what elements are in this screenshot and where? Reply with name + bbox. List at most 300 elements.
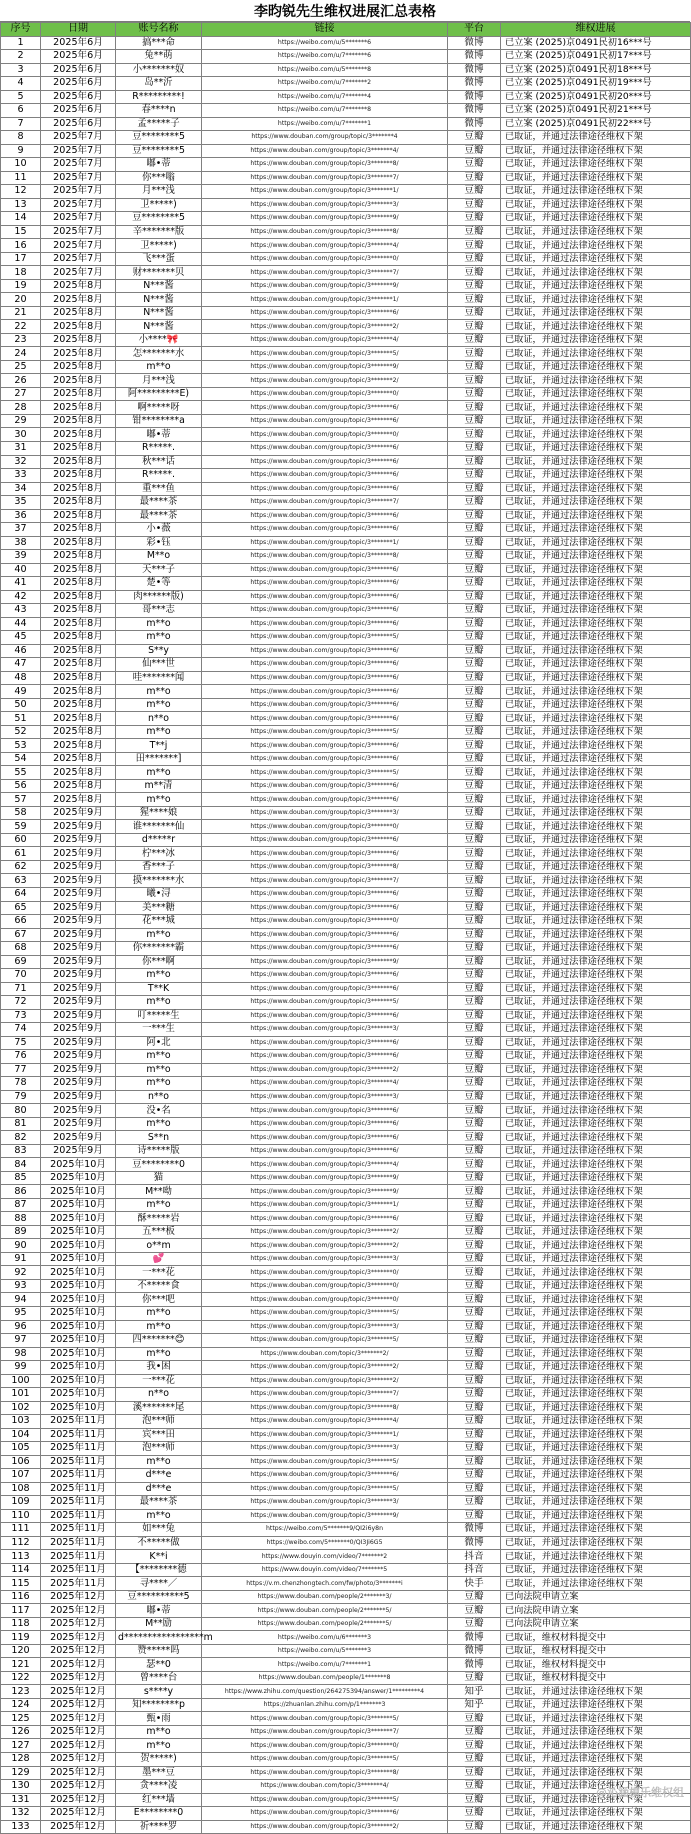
cell-link[interactable]: https://www.douban.com/group/topic/3*******8/: [202, 225, 448, 239]
cell-link[interactable]: https://www.douban.com/group/topic/3*******6/: [202, 401, 448, 415]
cell-link[interactable]: https://www.douban.com/group/topic/3*******0/: [202, 252, 448, 266]
cell-link[interactable]: https://www.douban.com/people/2*******5/: [202, 1604, 448, 1618]
cell-platform: 微博: [448, 90, 501, 104]
cell-platform: 豆瓣: [448, 387, 501, 401]
cell-link[interactable]: https://www.douban.com/group/topic/3*******0/: [202, 1739, 448, 1753]
cell-link[interactable]: https://www.douban.com/group/topic/3*******5/: [202, 1753, 448, 1767]
cell-platform: 豆瓣: [448, 928, 501, 942]
cell-index: 5: [1, 90, 41, 104]
cell-link[interactable]: https://www.douban.com/group/topic/3*******8/: [202, 1766, 448, 1780]
cell-link[interactable]: https://www.douban.com/group/topic/3*******8/: [202, 550, 448, 564]
cell-account: m**o: [116, 360, 202, 374]
table-row: [1, 942, 691, 956]
cell-progress: 已向法院申请立案: [501, 1617, 691, 1631]
cell-platform: 豆瓣: [448, 1144, 501, 1158]
cell-link[interactable]: https://www.douban.com/group/topic/3*******6/: [202, 1469, 448, 1483]
cell-platform: 豆瓣: [448, 631, 501, 645]
cell-progress: 已取证，并通过法律途径维权下架: [501, 496, 691, 510]
cell-link[interactable]: https://www.douban.com/group/topic/3*******3/: [202, 1090, 448, 1104]
cell-link[interactable]: https://www.douban.com/topic/3*******2/: [202, 1347, 448, 1361]
cell-link[interactable]: https://www.douban.com/group/topic/3*******4/: [202, 1077, 448, 1091]
cell-link[interactable]: https://www.douban.com/group/topic/3*******9/: [202, 1185, 448, 1199]
cell-link[interactable]: https://www.douban.com/group/topic/3*******2/: [202, 1820, 448, 1834]
cell-index: 106: [1, 1455, 41, 1469]
cell-link[interactable]: https://www.douban.com/group/topic/3*******6/: [202, 739, 448, 753]
cell-link[interactable]: https://www.douban.com/group/topic/3*******6/: [202, 1807, 448, 1821]
cell-link[interactable]: https://www.douban.com/group/topic/3*******6/: [202, 685, 448, 699]
cell-link[interactable]: https://www.douban.com/group/topic/3*******2/: [202, 320, 448, 334]
cell-link[interactable]: https://www.douban.com/group/topic/3*******9/: [202, 212, 448, 226]
cell-link[interactable]: https://weibo.com/5*******9/QI2i6y8n: [202, 1523, 448, 1537]
cell-link[interactable]: https://www.douban.com/group/topic/3*******6/: [202, 523, 448, 537]
table-row: [1, 1212, 691, 1226]
cell-date: 2025年7月: [41, 239, 116, 253]
cell-link[interactable]: https://www.douban.com/group/topic/3*******9/: [202, 360, 448, 374]
cell-index: 129: [1, 1766, 41, 1780]
cell-link[interactable]: https://www.douban.com/group/topic/3*******6/: [202, 833, 448, 847]
cell-link[interactable]: https://www.douban.com/group/topic/3*******7/: [202, 1388, 448, 1402]
cell-link[interactable]: https://www.douban.com/group/topic/3*******0/: [202, 1266, 448, 1280]
cell-link[interactable]: https://www.douban.com/group/topic/3*******6/: [202, 658, 448, 672]
cell-date: 2025年8月: [41, 793, 116, 807]
cell-link[interactable]: https://www.douban.com/group/topic/3*******6/: [202, 712, 448, 726]
cell-progress: 已取证，并通过法律途径维权下架: [501, 1023, 691, 1037]
cell-link[interactable]: https://www.douban.com/group/topic/3*******6/: [202, 942, 448, 956]
cell-date: 2025年12月: [41, 1644, 116, 1658]
cell-platform: 豆瓣: [448, 671, 501, 685]
cell-link[interactable]: https://www.douban.com/people/1*******8: [202, 1671, 448, 1685]
cell-link[interactable]: https://www.douban.com/group/topic/3*******1/: [202, 1428, 448, 1442]
cell-platform: 豆瓣: [448, 225, 501, 239]
cell-link[interactable]: https://www.douban.com/group/topic/3*******3/: [202, 1252, 448, 1266]
cell-progress: 已取证，并通过法律途径维权下架: [501, 604, 691, 618]
cell-progress: 已取证，并通过法律途径维权下架: [501, 888, 691, 902]
cell-link[interactable]: https://www.douban.com/group/topic/3*******7/: [202, 874, 448, 888]
cell-platform: 豆瓣: [448, 306, 501, 320]
cell-account: 贺*****): [116, 1753, 202, 1767]
cell-link[interactable]: https://www.douyin.com/video/7*******2: [202, 1550, 448, 1564]
cell-progress: 已取证，并通过法律途径维权下架: [501, 293, 691, 307]
cell-platform: 微博: [448, 1536, 501, 1550]
cell-link[interactable]: https://www.douban.com/group/topic/3*******6/: [202, 928, 448, 942]
cell-platform: 豆瓣: [448, 347, 501, 361]
cell-progress: 已取证，并通过法律途径维权下架: [501, 131, 691, 145]
cell-link[interactable]: https://www.douban.com/group/topic/3*******6/: [202, 604, 448, 618]
cell-account: 小*******奴: [116, 63, 202, 77]
cell-link[interactable]: https://www.douban.com/group/topic/3*******2/: [202, 1239, 448, 1253]
cell-link[interactable]: https://www.douban.com/group/topic/3*******6/: [202, 414, 448, 428]
cell-account: s****y: [116, 1685, 202, 1699]
cell-index: 2: [1, 50, 41, 64]
cell-link[interactable]: https://www.douban.com/group/topic/3*******5/: [202, 1306, 448, 1320]
cell-date: 2025年6月: [41, 117, 116, 131]
cell-date: 2025年8月: [41, 469, 116, 483]
cell-date: 2025年8月: [41, 617, 116, 631]
cell-date: 2025年11月: [41, 1482, 116, 1496]
cell-progress: 已取证，并通过法律途径维权下架: [501, 1198, 691, 1212]
cell-link[interactable]: https://www.douban.com/group/topic/3*******5/: [202, 1482, 448, 1496]
cell-link[interactable]: https://www.douban.com/group/topic/3*******5/: [202, 1712, 448, 1726]
cell-link[interactable]: https://weibo.com/u/7*******2: [202, 77, 448, 91]
cell-link[interactable]: https://www.douban.com/people/2*******3/: [202, 1590, 448, 1604]
cell-progress: 已立案 (2025)京0491民初21***号: [501, 104, 691, 118]
cell-index: 117: [1, 1604, 41, 1618]
table-row: [1, 401, 691, 415]
cell-link[interactable]: https://www.douban.com/group/topic/3*******6/: [202, 469, 448, 483]
cell-link[interactable]: https://www.douban.com/group/topic/3*******6/: [202, 982, 448, 996]
cell-platform: 豆瓣: [448, 171, 501, 185]
cell-link[interactable]: https://weibo.com/u/7*******6: [202, 50, 448, 64]
cell-link[interactable]: https://www.douban.com/group/topic/3*******6/: [202, 698, 448, 712]
cell-progress: 已取证，并通过法律途径维权下架: [501, 577, 691, 591]
header-row: [1, 23, 691, 37]
cell-link[interactable]: https://www.douban.com/group/topic/3*******7/: [202, 266, 448, 280]
cell-account: 豆********5: [116, 212, 202, 226]
cell-link[interactable]: https://www.douban.com/group/topic/3*******7/: [202, 1725, 448, 1739]
cell-link[interactable]: https://www.douban.com/group/topic/3*******6/: [202, 1144, 448, 1158]
table-row: [1, 915, 691, 929]
cell-index: 19: [1, 279, 41, 293]
cell-platform: 豆瓣: [448, 1225, 501, 1239]
cell-date: 2025年11月: [41, 1550, 116, 1564]
cell-platform: 豆瓣: [448, 793, 501, 807]
cell-link[interactable]: https://www.douban.com/people/2*******5/: [202, 1617, 448, 1631]
cell-progress: 已取证，并通过法律途径维权下架: [501, 1563, 691, 1577]
cell-progress: 已取证，并通过法律途径维权下架: [501, 225, 691, 239]
cell-link[interactable]: https://www.douban.com/group/topic/3*******3/: [202, 1442, 448, 1456]
cell-link[interactable]: https://www.douban.com/group/topic/3*******2/: [202, 1361, 448, 1375]
header-date: 日期: [41, 23, 116, 37]
cell-index: 58: [1, 806, 41, 820]
cell-account: 春****n: [116, 104, 202, 118]
cell-account: 阿*********E): [116, 387, 202, 401]
cell-link[interactable]: https://weibo.com/u/7*******8: [202, 104, 448, 118]
cell-index: 119: [1, 1631, 41, 1645]
cell-date: 2025年11月: [41, 1415, 116, 1429]
cell-link[interactable]: https://www.douban.com/group/topic/3*******4/: [202, 1158, 448, 1172]
cell-link[interactable]: https://www.douban.com/group/topic/3*******0/: [202, 1293, 448, 1307]
table-row: [1, 482, 691, 496]
cell-link[interactable]: https://www.douban.com/group/topic/3*******7/: [202, 496, 448, 510]
cell-link[interactable]: https://www.douban.com/group/topic/3*******3/: [202, 198, 448, 212]
table-row: [1, 77, 691, 91]
cell-link[interactable]: https://www.douban.com/group/topic/3*******6/: [202, 577, 448, 591]
cell-link[interactable]: https://www.douban.com/group/topic/3*******5/: [202, 1334, 448, 1348]
cell-link[interactable]: https://www.douban.com/group/topic/3*******6/: [202, 441, 448, 455]
cell-link[interactable]: https://weibo.com/u/5*******6: [202, 36, 448, 50]
cell-link[interactable]: https://www.douban.com/group/topic/3*******5/: [202, 725, 448, 739]
cell-link[interactable]: https://weibo.com/u/5*******3: [202, 1644, 448, 1658]
cell-progress: 已取证，并通过法律途径维权下架: [501, 1077, 691, 1091]
cell-link[interactable]: https://www.douban.com/group/topic/3*******6/: [202, 1104, 448, 1118]
cell-link[interactable]: https://www.douban.com/group/topic/3*******4/: [202, 144, 448, 158]
cell-link[interactable]: https://www.douban.com/group/topic/3*******3/: [202, 1496, 448, 1510]
cell-platform: 豆瓣: [448, 131, 501, 145]
cell-account: 泡***师: [116, 1442, 202, 1456]
cell-platform: 豆瓣: [448, 496, 501, 510]
cell-index: 32: [1, 455, 41, 469]
cell-account: m**o: [116, 1455, 202, 1469]
cell-link[interactable]: https://www.douban.com/group/topic/3*******6/: [202, 888, 448, 902]
cell-link[interactable]: https://www.douban.com/group/topic/3*******5/: [202, 766, 448, 780]
cell-index: 113: [1, 1550, 41, 1564]
cell-index: 79: [1, 1090, 41, 1104]
cell-platform: 豆瓣: [448, 1401, 501, 1415]
cell-link[interactable]: https://www.douban.com/group/topic/3*******0/: [202, 387, 448, 401]
cell-link[interactable]: https://weibo.com/u/7*******4: [202, 90, 448, 104]
cell-link[interactable]: https://www.douban.com/group/topic/3*******0/: [202, 1279, 448, 1293]
cell-progress: 已取证，并通过法律途径维权下架: [501, 1239, 691, 1253]
cell-date: 2025年11月: [41, 1455, 116, 1469]
cell-link[interactable]: https://zhuanlan.zhihu.com/p/1*******3: [202, 1698, 448, 1712]
cell-date: 2025年9月: [41, 1063, 116, 1077]
cell-platform: 豆瓣: [448, 1590, 501, 1604]
cell-index: 120: [1, 1644, 41, 1658]
cell-platform: 豆瓣: [448, 1780, 501, 1794]
cell-progress: 已取证，并通过法律途径维权下架: [501, 1415, 691, 1429]
cell-account: 你*******霸: [116, 942, 202, 956]
cell-link[interactable]: https://www.douban.com/group/topic/3*******3/: [202, 1023, 448, 1037]
cell-link[interactable]: https://www.douban.com/group/topic/3*******0/: [202, 820, 448, 834]
cell-link[interactable]: https://www.douban.com/group/topic/3*******2/: [202, 374, 448, 388]
cell-date: 2025年8月: [41, 428, 116, 442]
table-row: [1, 860, 691, 874]
cell-link[interactable]: https://www.douban.com/group/topic/3*******6/: [202, 847, 448, 861]
cell-account: 曾****台: [116, 1671, 202, 1685]
cell-account: m**o: [116, 1739, 202, 1753]
table-row: [1, 1509, 691, 1523]
cell-account: 岛**沂: [116, 77, 202, 91]
cell-link[interactable]: https://v.m.chenzhongtech.com/fw/photo/3*******i: [202, 1577, 448, 1591]
cell-link[interactable]: https://www.douban.com/group/topic/3*******4/: [202, 333, 448, 347]
cell-date: 2025年8月: [41, 333, 116, 347]
cell-platform: 豆瓣: [448, 1428, 501, 1442]
cell-account: 四*******😊: [116, 1334, 202, 1348]
cell-index: 75: [1, 1036, 41, 1050]
cell-progress: 已立案 (2025)京0491民初17***号: [501, 50, 691, 64]
cell-link[interactable]: https://www.douban.com/group/topic/3*******6/: [202, 644, 448, 658]
cell-link[interactable]: https://weibo.com/5*******0/QI3Ji6G5: [202, 1536, 448, 1550]
cell-index: 110: [1, 1509, 41, 1523]
cell-index: 4: [1, 77, 41, 91]
cell-index: 99: [1, 1361, 41, 1375]
cell-account: 豆********5: [116, 144, 202, 158]
cell-index: 88: [1, 1212, 41, 1226]
table-row: [1, 1306, 691, 1320]
cell-date: 2025年7月: [41, 131, 116, 145]
cell-link[interactable]: https://www.douban.com/group/topic/3*******4/: [202, 1415, 448, 1429]
cell-index: 69: [1, 955, 41, 969]
cell-link[interactable]: https://www.douban.com/group/topic/3*******1/: [202, 293, 448, 307]
cell-date: 2025年9月: [41, 833, 116, 847]
cell-progress: 已取证，并通过法律途径维权下架: [501, 306, 691, 320]
cell-account: m**o: [116, 685, 202, 699]
cell-link[interactable]: https://www.douban.com/group/topic/3*******5/: [202, 631, 448, 645]
cell-link[interactable]: https://www.douban.com/group/topic/3*******9/: [202, 279, 448, 293]
cell-link[interactable]: https://www.douban.com/group/topic/3*******5/: [202, 347, 448, 361]
cell-account: 卫*****): [116, 198, 202, 212]
cell-account: 美***糖: [116, 901, 202, 915]
cell-index: 39: [1, 550, 41, 564]
cell-date: 2025年9月: [41, 942, 116, 956]
cell-link[interactable]: https://www.douban.com/group/topic/3*******8/: [202, 1401, 448, 1415]
cell-link[interactable]: https://www.douban.com/group/topic/3*******2/: [202, 1225, 448, 1239]
cell-link[interactable]: https://www.douban.com/group/topic/3*******6/: [202, 1050, 448, 1064]
cell-link[interactable]: https://www.douban.com/group/topic/3*******2/: [202, 1374, 448, 1388]
cell-progress: 已取证，并通过法律途径维权下架: [501, 536, 691, 550]
cell-link[interactable]: https://www.douban.com/group/topic/3*******1/: [202, 536, 448, 550]
cell-link[interactable]: https://www.douban.com/group/topic/3*******9/: [202, 1509, 448, 1523]
table-row: [1, 1077, 691, 1091]
cell-link[interactable]: https://www.douyin.com/video/7*******5: [202, 1563, 448, 1577]
cell-index: 47: [1, 658, 41, 672]
cell-link[interactable]: https://www.douban.com/group/topic/3*******6/: [202, 1009, 448, 1023]
cell-link[interactable]: https://www.douban.com/group/topic/3*******6/: [202, 563, 448, 577]
cell-link[interactable]: https://www.douban.com/group/topic/3*******6/: [202, 1212, 448, 1226]
cell-link[interactable]: https://weibo.com/u/6*******3: [202, 1631, 448, 1645]
cell-account: m**o: [116, 1509, 202, 1523]
cell-progress: 已取证，并通过法律途径维权下架: [501, 1334, 691, 1348]
cell-platform: 豆瓣: [448, 1036, 501, 1050]
cell-link[interactable]: https://weibo.com/u/7*******1: [202, 1658, 448, 1672]
cell-date: 2025年8月: [41, 455, 116, 469]
cell-link[interactable]: https://www.douban.com/group/topic/3*******6/: [202, 779, 448, 793]
cell-platform: 豆瓣: [448, 185, 501, 199]
cell-date: 2025年8月: [41, 306, 116, 320]
cell-link[interactable]: https://www.douban.com/group/topic/3*******5/: [202, 1455, 448, 1469]
cell-link[interactable]: https://www.douban.com/group/topic/3*******6/: [202, 590, 448, 604]
cell-account: 楚•等: [116, 577, 202, 591]
cell-account: d*****r: [116, 833, 202, 847]
cell-progress: 已取证，并通过法律途径维权下架: [501, 1739, 691, 1753]
cell-platform: 豆瓣: [448, 1023, 501, 1037]
cell-date: 2025年12月: [41, 1617, 116, 1631]
cell-link[interactable]: https://www.douban.com/group/topic/3*******3/: [202, 806, 448, 820]
cell-link[interactable]: https://www.douban.com/group/topic/3*******2/: [202, 1063, 448, 1077]
cell-progress: 已取证，并通过法律途径维权下架: [501, 1131, 691, 1145]
cell-platform: 豆瓣: [448, 563, 501, 577]
cell-index: 31: [1, 441, 41, 455]
cell-account: 哇*******闻: [116, 671, 202, 685]
cell-date: 2025年10月: [41, 1361, 116, 1375]
cell-platform: 豆瓣: [448, 806, 501, 820]
table-row: [1, 1631, 691, 1645]
cell-platform: 豆瓣: [448, 604, 501, 618]
cell-link[interactable]: https://www.douban.com/group/topic/3*******6/: [202, 509, 448, 523]
cell-link[interactable]: https://www.douban.com/group/topic/3*******6/: [202, 455, 448, 469]
cell-index: 7: [1, 117, 41, 131]
table-row: [1, 1658, 691, 1672]
cell-link[interactable]: https://www.douban.com/group/topic/3*******0/: [202, 428, 448, 442]
cell-account: 嘟•蒂: [116, 1604, 202, 1618]
header-index: 序号: [1, 23, 41, 37]
cell-date: 2025年9月: [41, 969, 116, 983]
cell-link[interactable]: https://www.douban.com/group/topic/3*******6/: [202, 1036, 448, 1050]
cell-link[interactable]: https://www.douban.com/group/topic/3*******6/: [202, 1131, 448, 1145]
cell-progress: 已取证，并通过法律途径维权下架: [501, 996, 691, 1010]
cell-progress: 已取证，并通过法律途径维权下架: [501, 1320, 691, 1334]
cell-date: 2025年12月: [41, 1631, 116, 1645]
cell-date: 2025年10月: [41, 1212, 116, 1226]
cell-link[interactable]: https://www.douban.com/group/topic/3*******6/: [202, 752, 448, 766]
cell-link[interactable]: https://www.zhihu.com/question/264275394/answer/1*********4: [202, 1685, 448, 1699]
cell-link[interactable]: https://www.douban.com/group/topic/3*******4/: [202, 239, 448, 253]
cell-date: 2025年7月: [41, 144, 116, 158]
cell-date: 2025年9月: [41, 901, 116, 915]
cell-date: 2025年12月: [41, 1698, 116, 1712]
cell-index: 62: [1, 860, 41, 874]
cell-link[interactable]: https://www.douban.com/group/topic/3*******9/: [202, 955, 448, 969]
cell-index: 22: [1, 320, 41, 334]
cell-link[interactable]: https://weibo.com/u/7*******1: [202, 117, 448, 131]
cell-progress: 已取证，并通过法律途径维权下架: [501, 1793, 691, 1807]
cell-account: M**励: [116, 1617, 202, 1631]
cell-index: 107: [1, 1469, 41, 1483]
cell-date: 2025年8月: [41, 644, 116, 658]
cell-progress: 已取证，并通过法律途径维权下架: [501, 942, 691, 956]
cell-account: 哥***志: [116, 604, 202, 618]
cell-link[interactable]: https://www.douban.com/group/topic/3*******5/: [202, 996, 448, 1010]
cell-link[interactable]: https://www.douban.com/group/topic/3*******4: [202, 131, 448, 145]
cell-date: 2025年7月: [41, 171, 116, 185]
cell-link[interactable]: https://www.douban.com/group/topic/3*******8/: [202, 860, 448, 874]
cell-progress: 已取证，并通过法律途径维权下架: [501, 847, 691, 861]
cell-index: 64: [1, 888, 41, 902]
cell-link[interactable]: https://www.douban.com/group/topic/3*******8/: [202, 158, 448, 172]
cell-link[interactable]: https://www.douban.com/group/topic/3*******9/: [202, 1171, 448, 1185]
cell-link[interactable]: https://www.douban.com/group/topic/3*******6/: [202, 1117, 448, 1131]
cell-link[interactable]: https://www.douban.com/group/topic/3*******6/: [202, 306, 448, 320]
cell-account: 卫*****): [116, 239, 202, 253]
cell-platform: 豆瓣: [448, 1820, 501, 1834]
cell-link[interactable]: https://www.douban.com/group/topic/3*******0/: [202, 915, 448, 929]
cell-account: 辛*******版: [116, 225, 202, 239]
cell-link[interactable]: https://www.douban.com/topic/3*******4/: [202, 1780, 448, 1794]
cell-link[interactable]: https://www.douban.com/group/topic/3*******1/: [202, 185, 448, 199]
table-row: [1, 779, 691, 793]
table-row: [1, 63, 691, 77]
cell-link[interactable]: https://www.douban.com/group/topic/3*******5/: [202, 1793, 448, 1807]
cell-link[interactable]: https://www.douban.com/group/topic/3*******6/: [202, 671, 448, 685]
cell-link[interactable]: https://www.douban.com/group/topic/3*******7/: [202, 171, 448, 185]
cell-account: d***e: [116, 1482, 202, 1496]
cell-link[interactable]: https://weibo.com/u/5*******8: [202, 63, 448, 77]
cell-progress: 已取证，并通过法律途径维权下架: [501, 982, 691, 996]
cell-account: 怎*******水: [116, 347, 202, 361]
cell-progress: 已向法院申请立案: [501, 1590, 691, 1604]
cell-platform: 豆瓣: [448, 333, 501, 347]
cell-link[interactable]: https://www.douban.com/group/topic/3*******6/: [202, 617, 448, 631]
cell-link[interactable]: https://www.douban.com/group/topic/3*******6/: [202, 969, 448, 983]
cell-account: 阿•北: [116, 1036, 202, 1050]
cell-index: 76: [1, 1050, 41, 1064]
cell-platform: 豆瓣: [448, 942, 501, 956]
cell-link[interactable]: https://www.douban.com/group/topic/3*******3/: [202, 1320, 448, 1334]
cell-link[interactable]: https://www.douban.com/group/topic/3*******6/: [202, 482, 448, 496]
cell-link[interactable]: https://www.douban.com/group/topic/3*******1/: [202, 1198, 448, 1212]
cell-index: 33: [1, 469, 41, 483]
cell-progress: 已向法院申请立案: [501, 1604, 691, 1618]
cell-date: 2025年8月: [41, 725, 116, 739]
table-row: [1, 347, 691, 361]
cell-link[interactable]: https://www.douban.com/group/topic/3*******6/: [202, 901, 448, 915]
cell-platform: 豆瓣: [448, 1442, 501, 1456]
table-row: [1, 1563, 691, 1577]
cell-link[interactable]: https://www.douban.com/group/topic/3*******6/: [202, 793, 448, 807]
cell-platform: 微博: [448, 77, 501, 91]
cell-index: 61: [1, 847, 41, 861]
cell-platform: 豆瓣: [448, 455, 501, 469]
